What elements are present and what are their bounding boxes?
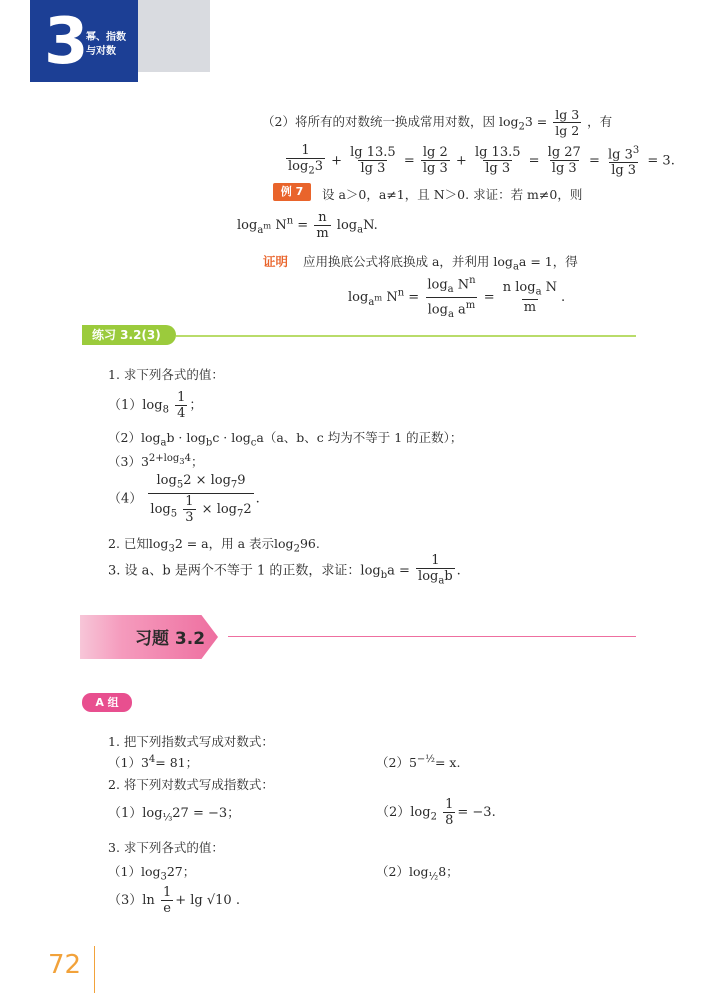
- exercise-rule: [228, 636, 636, 637]
- proof-label: 证明: [263, 254, 289, 269]
- frac-n-m: $\frac{n}{m}$: [316, 210, 329, 241]
- exercise-e3-2: $(2)\log_{\frac{1}{2}}8$；: [376, 864, 459, 883]
- exercise-e2-1: $(1)\log_{\frac{1}{3}}27 = -3$；: [108, 806, 241, 824]
- exercise-title: 习题 3.2: [135, 629, 206, 649]
- exercise-e2-2: $(2)\log_2$ $\frac{1}{8}$ = −3.: [376, 797, 496, 828]
- page-number-bar: [94, 946, 95, 993]
- log-text: log: [498, 114, 519, 129]
- example-badge: 例 7: [273, 183, 311, 201]
- chapter-title-line1: 幂、指数: [86, 32, 126, 43]
- exercise-e2: 2. 将下列对数式写成指数式：: [108, 777, 274, 792]
- exercise-e1: 1. 把下列指数式写成对数式：: [108, 734, 274, 749]
- calc-result: = 3.: [647, 153, 675, 169]
- exercise-e3: 3. 求下列各式的值：: [108, 840, 224, 855]
- part2-label: （2）将所有的对数统一换成常用对数，因: [262, 114, 495, 129]
- chapter-number: 3: [44, 5, 89, 79]
- group-a-badge: A 组: [82, 693, 132, 712]
- frac-5: $\frac{\lg 27}{\lg 3}$: [547, 145, 581, 177]
- part2-line: （2）将所有的对数统一换成常用对数，因 $\log_23$ = $\frac{\lg 3}{\lg 2}$ ，有: [262, 107, 613, 138]
- frac-6: $\frac{\lg 3^3}{\lg 3}$: [608, 145, 640, 179]
- practice-tab: 练习 3.2(3): [82, 325, 176, 345]
- practice-q1-2: $(2)\log_ab \cdot \log_bc \cdot \log_ca(a$、b、c 均为不等于 1 的正数）；: [108, 430, 463, 449]
- frac-3: $\frac{\lg 2}{\lg 3}$: [422, 145, 448, 177]
- frac-4: $\frac{\lg 13.5}{\lg 3}$: [474, 145, 521, 177]
- calc-line: $\frac{1}{\log_23}$ + $\frac{\lg 13.5}{\lg 3}$ = $\frac{\lg 2}{\lg 3}$ + $\frac{\lg 13.5}{\lg 3}$ = $\frac{\lg 27}{\lg 3}$ = $\frac{\lg 3^3}{\lg 3}$ = 3.: [288, 143, 675, 179]
- exercise-e3-1: $(1)\log_327$；: [108, 864, 196, 883]
- exercise-e3-3: （3）ln $\frac{1}{e}$ + lg √10 .: [108, 885, 240, 916]
- chapter-title-line2: 与对数: [86, 46, 116, 57]
- example7-text: 设 a＞0，a≠1，且 N＞0. 求证：若 m≠0，则: [322, 187, 583, 202]
- proof-formula: $\log_{a^m} N^n$ = $\frac{\log_a N^n}{\log_a a^m}$ = $\frac{n \log_a N}{m}$ .: [348, 275, 566, 320]
- proof-text: 应用换底公式将底换成 a，并利用 $\log_aa = 1$，得: [303, 254, 578, 273]
- part2-eq: 3 =: [524, 114, 548, 129]
- frac-2: $\frac{\lg 13.5}{\lg 3}$: [350, 145, 396, 177]
- practice-q3: 3. 设 a、b 是两个不等于 1 的正数，求证：$\log_ba$ = $\frac{1}{\log_ab}$ .: [108, 553, 461, 587]
- part2-tail: ，有: [587, 114, 613, 129]
- practice-q1: 1. 求下列各式的值：: [108, 367, 224, 382]
- practice-rule: [176, 335, 636, 337]
- frac-lg3-lg2: $\frac{\lg 3}{\lg 2}$: [555, 107, 580, 138]
- exercise-e1-1: $(1)3^4= 81$；: [108, 753, 199, 770]
- frac-1: $\frac{1}{\log_23}$: [288, 143, 323, 177]
- frac-proof-1: $\frac{\log_a N^n}{\log_a a^m}$: [427, 275, 476, 320]
- frac-proof-2: $\frac{n \log_a N}{m}$: [502, 279, 558, 316]
- frac-q1-4: $\log_52 \times \log_79$ $\log_5$ $\frac{1}{3}$ × $\log_72$: [150, 473, 252, 525]
- practice-q2: 2. 已知$\log_32 = a$，用 a 表示$\log_296$.: [108, 536, 320, 555]
- page-number: 72: [48, 950, 82, 980]
- practice-q1-3: $(3)3^{2+log_34}$；: [108, 452, 204, 469]
- practice-q1-1: $(1)\log_8$ $\frac{1}{4}$ ；: [108, 390, 203, 421]
- practice-q1-4: （4） $\log_52 \times \log_79$ $\log_5$ $\frac{1}{3}$ × $\log_72$ .: [108, 473, 260, 525]
- example7-formula: $\log_{a^m} N^n$ = $\frac{n}{m}$ $\log_aN$.: [237, 210, 378, 241]
- exercise-e1-2: $(2)5^{-\frac{1}{2}}= x$.: [376, 753, 461, 770]
